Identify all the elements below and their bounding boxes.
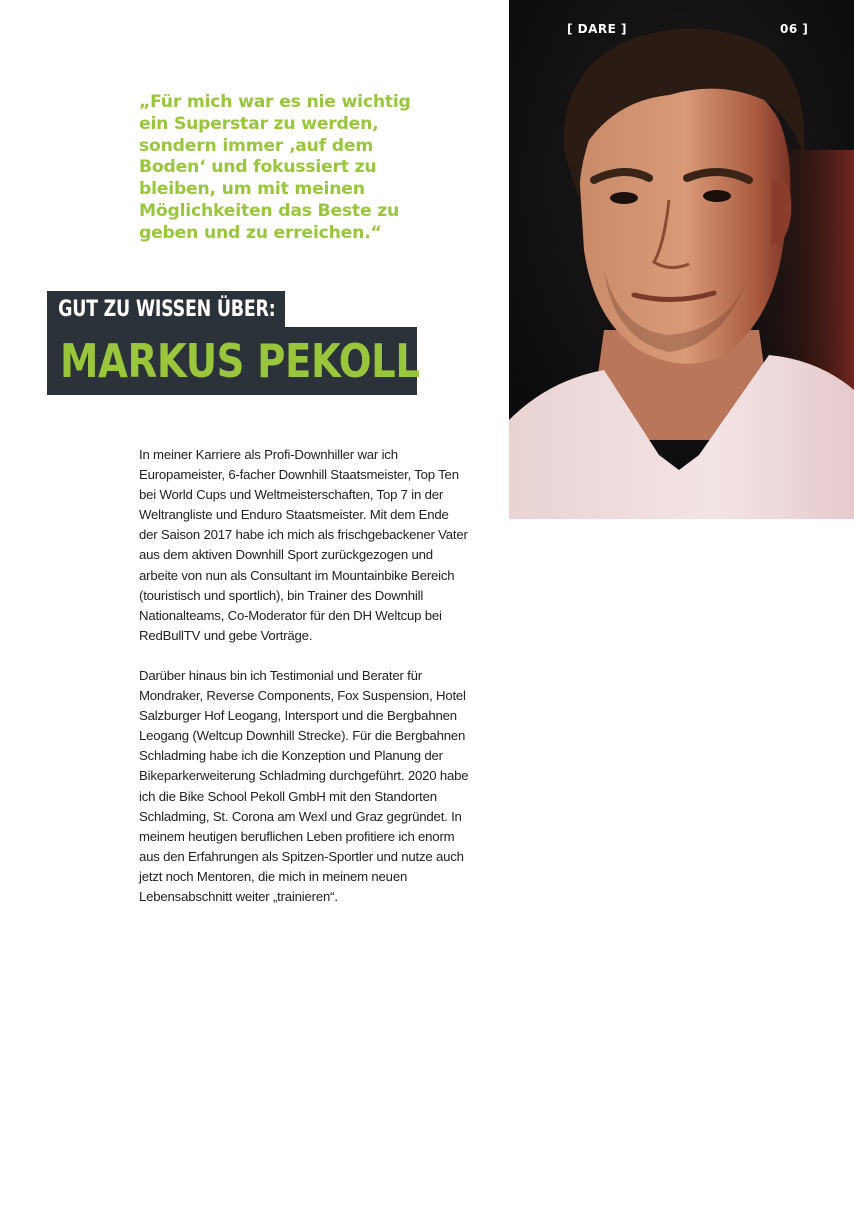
paragraph: Darüber hinaus bin ich Testimonial und Berater für Mondraker, Reverse Components, Fox Suspension, Hotel Salzburger Hof Leogang, Intersport und die Bergbahnen Leogang (Weltcup Downhill Strecke). Für die Bergbahnen Schladming habe ich die Konzeption und Planung der Bikeparkerweiterung Schladming durchgeführt. 2020 habe ich die Bike School Pekoll GmbH mit den Standorten Schladming, St. Corona am Wexl und Graz gegründet. In meinem heutigen beruflichen Leben profitiere ich enorm aus den Erfahrungen als Spitzen-Sportler und nutze auch jetzt noch Mentoren, die mich in meinem neuen Lebensabschnitt weiter „trainieren“. <box>139 667 469 904</box>
portrait-photo <box>509 0 854 519</box>
paragraph: In meiner Karriere als Profi-Downhiller war ich Europameister, 6-facher Downhill Staatsmeister, Top Ten bei World Cups und Weltmeisterschaften, Top 7 in der Weltrangliste und Enduro Staatsmeister. Mit dem Ende der Saison 2017 habe ich mich als frischgebackener Vater aus dem aktiven Downhill Sport zurückgezogen und arbeite von nun als Consultant im Mountainbike Bereich (touristisch und sportlich), bin Trainer des Downhill Nationalteams, Co-Moderator für den DH Weltcup bei RedBullTV und gebe Vorträge. <box>139 447 468 643</box>
heading-kicker: GUT ZU WISSEN ÜBER: <box>47 291 285 329</box>
section-tag: [ DARE ] <box>567 22 628 36</box>
name-box <box>47 327 420 395</box>
page-number: 06 ] <box>780 22 809 36</box>
person-name: MARKUS PEKOLL <box>60 334 420 388</box>
pull-quote: „Für mich war es nie wichtig ein Superstar zu werden, sondern immer ‚auf dem Boden‘ und fokussiert zu bleiben, um mit meinen Möglichkeiten das Beste zu geben und zu erreichen.“ <box>139 92 411 243</box>
body-text <box>139 445 469 927</box>
